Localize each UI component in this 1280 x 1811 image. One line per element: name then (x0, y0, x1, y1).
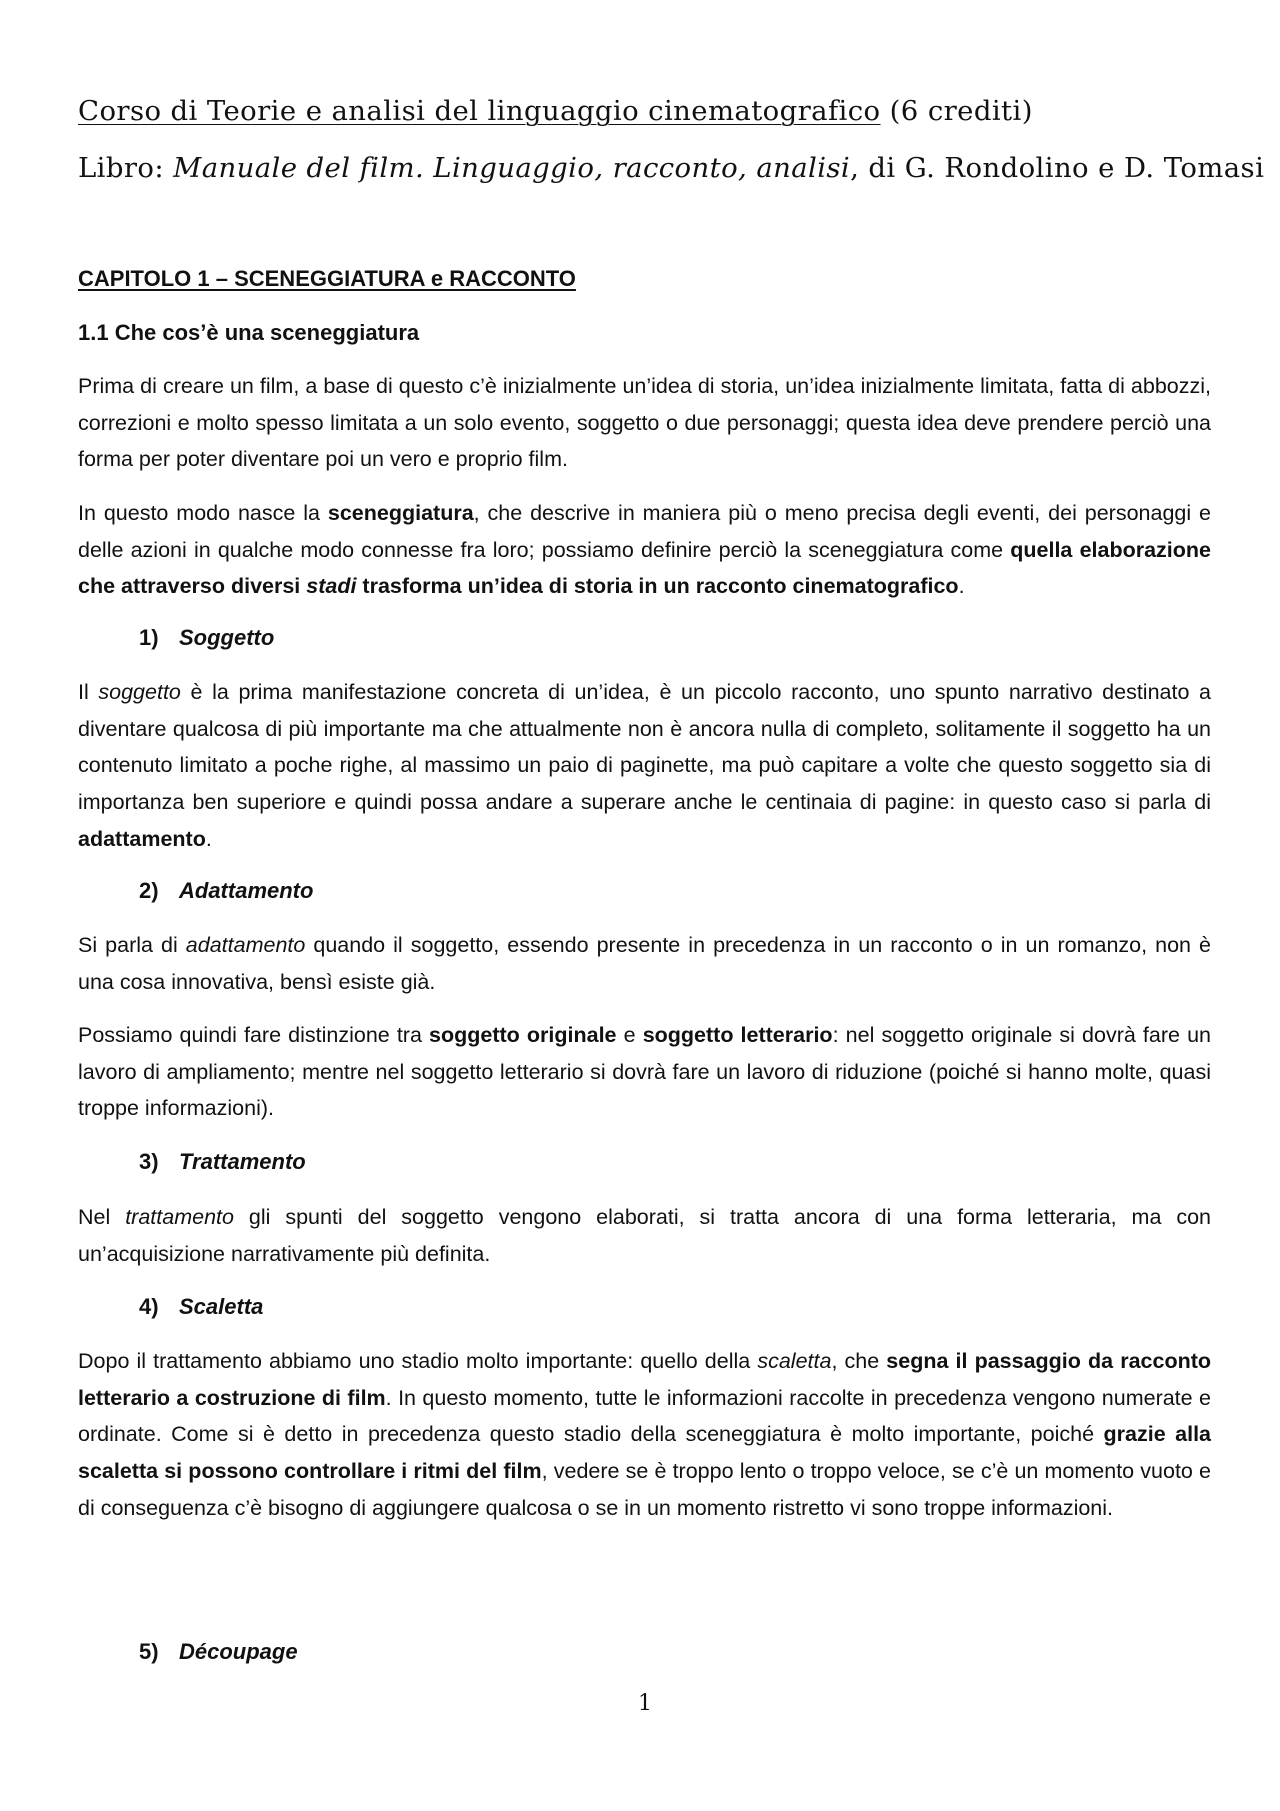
item-number: 2) (139, 878, 159, 903)
course-credits: (6 crediti) (889, 95, 1033, 127)
course-title-line (78, 93, 1033, 129)
text-run: , vedere se è troppo lento o troppo veloce, se c’è un momento vuoto e di conseguenza c’è bisogno di aggiungere qualcosa o se in un momento ristretto vi sono troppe informazioni. (78, 1459, 1211, 1520)
italic-term: trattamento (125, 1205, 234, 1229)
bold-term: adattamento (78, 826, 206, 851)
intro-paragraph-1: Prima di creare un film, a base di questo c’è inizialmente un’idea di storia, un’idea inizialmente limitata, fatta di abbozzi, correzioni e molto spesso limitata a un solo evento, soggetto o due personaggi; questa idea deve prendere perciò una forma per poter diventare poi un vero e proprio film. (78, 374, 1211, 472)
bold-term: grazie alla scaletta si possono controllare i ritmi del film (78, 1422, 1211, 1484)
text-run: , che (831, 1349, 887, 1373)
bold-term: soggetto letterario (642, 1023, 833, 1047)
italic-term: scaletta (757, 1349, 832, 1373)
text-run: quella elaborazione che attraverso diversi (78, 537, 1211, 599)
item-number: 4) (139, 1294, 159, 1319)
bold-term: soggetto originale (429, 1023, 617, 1047)
trattamento-paragraph (78, 1199, 1211, 1272)
text-run: è la prima manifestazione concreta di un’idea, è un piccolo racconto, uno spunto narrativo destinato a diventare qualcosa di più importante ma che attualmente non è ancora nulla di completo, solitamente il soggetto ha un contenuto limitato a poche righe, al massimo un paio di paginette, ma può capitare a volte che questo soggetto sia di importanza ben superiore e quindi possa andare a superare anche le centinaia di pagine: in questo caso si parla di (78, 680, 1211, 815)
book-line (78, 150, 1264, 186)
item-label: Soggetto (179, 625, 275, 650)
book-title: Manuale del film. Linguaggio, racconto, analisi (173, 152, 851, 184)
text-run: . In questo momento, tutte le informazioni raccolte in precedenza vengono numerate e ordinate. Come si è detto in precedenza questo stadio della sceneggiatura è molto importante, poiché (78, 1385, 1211, 1447)
list-item-trattamento (139, 1148, 306, 1176)
soggetto-paragraph (78, 674, 1211, 858)
list-item-decoupage (139, 1638, 298, 1666)
text-run: . (205, 826, 212, 851)
text-run: , che descrive in maniera più o meno precisa degli eventi, dei personaggi e delle azioni in qualche modo connesse fra loro; possiamo definire perciò la sceneggiatura come (78, 501, 1211, 562)
text-run: : nel soggetto originale si dovrà fare un lavoro di ampliamento; mentre nel soggetto letterario si dovrà fare un lavoro di riduzione (poiché si hanno molte, quasi troppe informazioni). (78, 1023, 1212, 1121)
text-run: Nel (78, 1205, 126, 1229)
text-run: Possiamo quindi fare distinzione tra (78, 1023, 430, 1047)
section-title: 1.1 Che cos’è una sceneggiatura (78, 320, 420, 345)
text-run: gli spunti del soggetto vengono elaborati, si tratta ancora di una forma letteraria, ma con un’acquisizione narrativamente più definita. (78, 1205, 1211, 1266)
intro-paragraph-2 (78, 495, 1211, 605)
course-title: Corso di Teorie e analisi del linguaggio cinematografico (78, 95, 881, 127)
list-item-adattamento (139, 877, 313, 905)
item-number: 1) (139, 625, 159, 650)
item-label: Découpage (179, 1639, 298, 1664)
book-prefix: Libro: (78, 152, 174, 184)
list-item-scaletta (139, 1293, 263, 1321)
text-run: . (958, 574, 965, 599)
adattamento-paragraph-1 (78, 927, 1211, 1000)
text-run: e (616, 1023, 643, 1047)
adattamento-paragraph-2 (78, 1017, 1211, 1127)
text-run: In questo modo nasce la (78, 501, 328, 525)
text-run: quando il soggetto, essendo presente in precedenza in un racconto o in un romanzo, non è una cosa innovativa, bensì esiste già. (78, 933, 1211, 994)
item-label: Scaletta (179, 1294, 264, 1319)
text-run: Si parla di (78, 933, 186, 957)
italic-term: stadi (306, 574, 357, 599)
italic-term: adattamento (185, 933, 306, 957)
item-label: Adattamento (179, 878, 314, 903)
text-run: Dopo il trattamento abbiamo uno stadio molto importante: quello della (78, 1349, 758, 1373)
page-number: 1 (638, 1691, 652, 1716)
item-number: 5) (139, 1639, 159, 1664)
bold-term: sceneggiatura (327, 501, 474, 525)
scaletta-paragraph (78, 1343, 1211, 1527)
text-run: Il (78, 680, 99, 704)
italic-term: soggetto (98, 680, 181, 704)
item-label: Trattamento (179, 1149, 306, 1174)
chapter-title: CAPITOLO 1 – SCENEGGIATURA e RACCONTO (78, 266, 576, 291)
text-run: trasforma un’idea di storia in un racconto cinematografico (356, 574, 959, 599)
bold-term: segna il passaggio da racconto letterario a costruzione di film (78, 1349, 1211, 1410)
book-authors: , di G. Rondolino e D. Tomasi (850, 152, 1265, 184)
list-item-soggetto (139, 624, 274, 652)
item-number: 3) (139, 1149, 159, 1174)
